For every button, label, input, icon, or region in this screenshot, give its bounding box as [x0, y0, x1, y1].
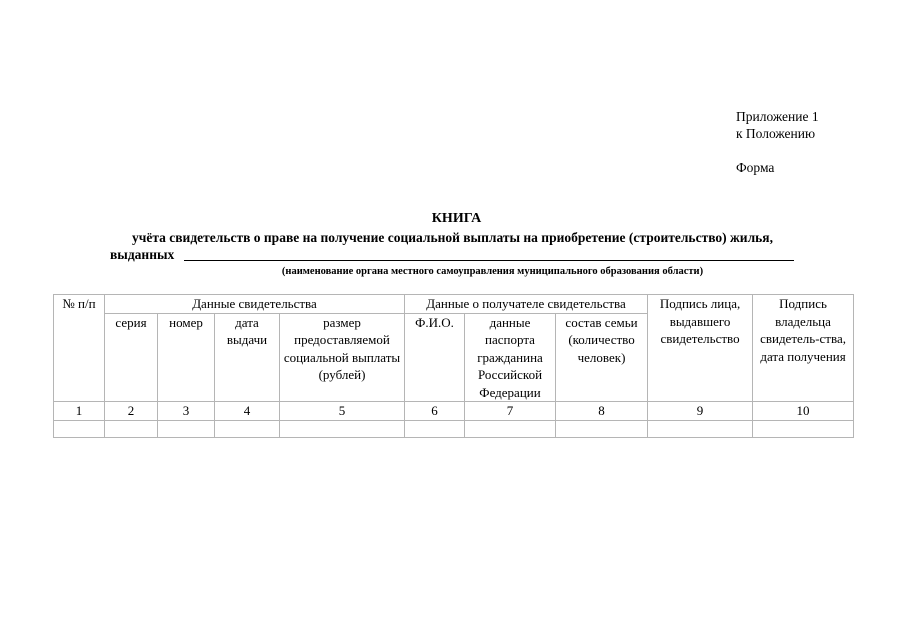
title-block — [0, 210, 905, 246]
empty-cell — [158, 420, 215, 437]
header-recipient-group: Данные о получателе свидетельства — [405, 295, 648, 314]
empty-cell — [556, 420, 648, 437]
empty-cell — [753, 420, 854, 437]
issued-by-blank-line — [184, 260, 794, 261]
empty-cell — [465, 420, 556, 437]
empty-cell — [54, 420, 105, 437]
appendix-line-1: Приложение 1 — [736, 109, 819, 124]
empty-cell — [215, 420, 280, 437]
issued-by-label: выданных — [110, 247, 175, 262]
register-table — [53, 294, 854, 438]
empty-cell — [280, 420, 405, 437]
empty-cell — [105, 420, 158, 437]
form-label: Форма — [736, 160, 775, 175]
header-cert-number: номер — [158, 313, 215, 402]
document-title: КНИГА — [431, 211, 482, 226]
header-number: № п/п — [54, 295, 105, 402]
empty-cell — [405, 420, 465, 437]
header-full-name: Ф.И.О. — [405, 313, 465, 402]
header-passport: данные паспорта гражданина Российской Федерации — [465, 313, 556, 402]
header-payment-amount: размер предоставляемой социальной выплаты (рублей) — [280, 313, 405, 402]
column-number: 2 — [105, 402, 158, 421]
table-header-row-1 — [54, 295, 854, 314]
empty-entry-row — [54, 420, 854, 437]
appendix-line-2: к Положению — [736, 126, 816, 141]
column-number-row — [54, 402, 854, 421]
document-subtitle: учёта свидетельств о праве на получение социальной выплаты на приобретение (строительство) жилья, — [132, 230, 773, 245]
header-issuer-signature: Подпись лица, выдавшего свидетельство — [648, 295, 753, 402]
appendix-note — [736, 108, 819, 176]
column-number: 7 — [465, 402, 556, 421]
column-number: 1 — [54, 402, 105, 421]
column-number: 3 — [158, 402, 215, 421]
header-owner-signature: Подпись владельца свидетель-ства, дата получения — [753, 295, 854, 402]
header-issue-date: дата выдачи — [215, 313, 280, 402]
authority-caption — [0, 265, 905, 278]
column-number: 5 — [280, 402, 405, 421]
empty-cell — [648, 420, 753, 437]
column-number: 6 — [405, 402, 465, 421]
column-number: 9 — [648, 402, 753, 421]
header-family: состав семьи (количество человек) — [556, 313, 648, 402]
authority-caption-text: (наименование органа местного самоуправления муниципального образования области) — [281, 266, 704, 277]
column-number: 8 — [556, 402, 648, 421]
header-certificate-group: Данные свидетельства — [105, 295, 405, 314]
column-number: 10 — [753, 402, 854, 421]
column-number: 4 — [215, 402, 280, 421]
header-series: серия — [105, 313, 158, 402]
